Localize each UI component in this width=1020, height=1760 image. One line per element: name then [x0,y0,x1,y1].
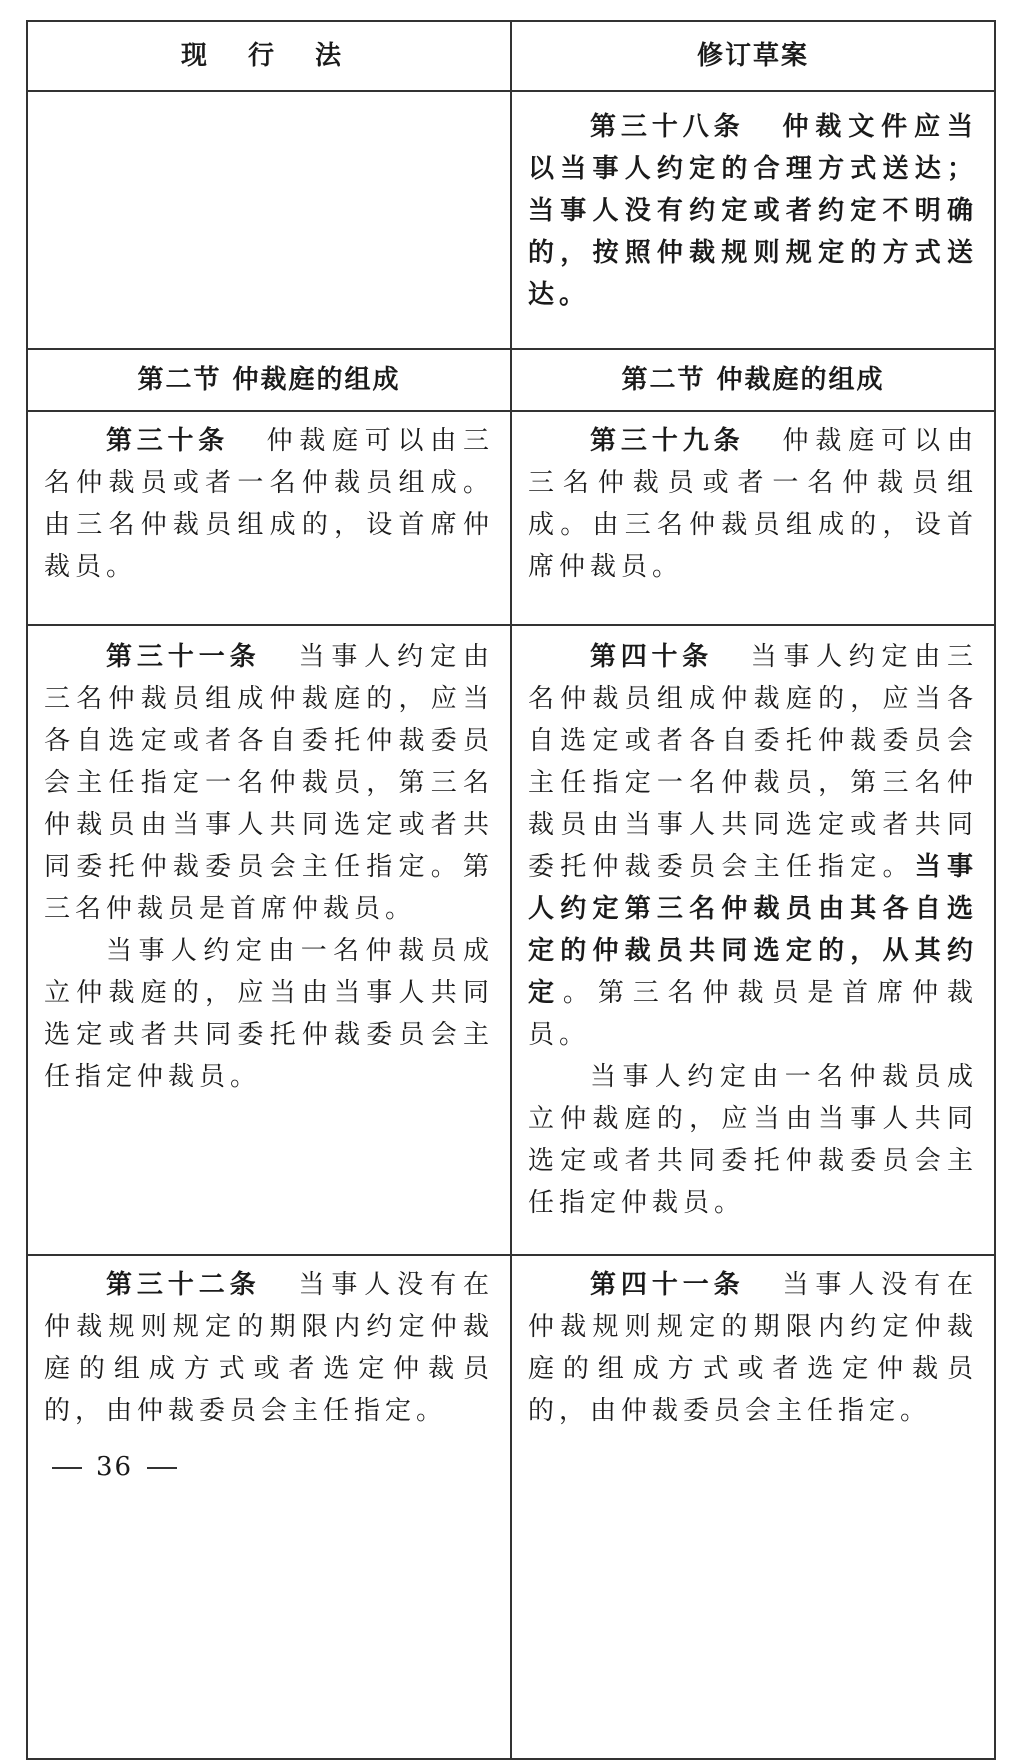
table-row [27,411,995,625]
cell-revised [511,1255,995,1759]
article-number: 第三十九条 [590,426,745,456]
article-paragraph [44,420,494,588]
table-header-row [27,21,995,91]
amended-text: 当事人约定第三名仲裁员由其各自选定的仲裁员共同选定的，从其约定 [528,852,978,1008]
header-revised-draft: 修订草案 [511,21,995,91]
cell-revised [511,411,995,625]
article-number: 第四十条 [590,642,713,672]
cell-current [27,411,511,625]
article-paragraph [528,1264,978,1432]
table-row [27,91,995,349]
header-current-law: 现 行 法 [27,21,511,91]
article-number: 第三十条 [106,426,229,456]
article-number: 第四十一条 [590,1270,745,1300]
table-row [27,625,995,1255]
footer-dash-right [147,1467,177,1469]
article-text: 当事人没有在仲裁规则规定的期限内约定仲裁庭的组成方式或者选定仲裁员的，由仲裁委员会主任指定。 [44,1270,494,1426]
article-paragraph [528,106,978,316]
article-text: 仲裁庭可以由三名仲裁员或者一名仲裁员组成。由三名仲裁员组成的，设首席仲裁员。 [528,426,978,582]
cell-current [27,625,511,1255]
cell-current [27,1255,511,1759]
cell-revised [511,625,995,1255]
section-row [27,349,995,411]
page-number: 36 [96,1452,134,1482]
article-paragraph-2: 当事人约定由一名仲裁员成立仲裁庭的，应当由当事人共同选定或者共同委托仲裁委员会主任指定仲裁员。 [44,936,494,1092]
section-title-revised: 第二节 仲裁庭的组成 [511,349,995,411]
page-footer [38,1452,191,1482]
cell-revised [511,91,995,349]
article-text: 当事人约定由三名仲裁员组成仲裁庭的，应当各自选定或者各自委托仲裁委员会主任指定一名仲裁员，第三名仲裁员由当事人共同选定或者共同委托仲裁委员会主任指定。第三名仲裁员是首席仲裁员。 [44,642,494,924]
cell-current-empty [27,91,511,349]
article-paragraph [44,1264,494,1432]
article-text: 仲裁文件应当以当事人约定的合理方式送达；当事人没有约定或者约定不明确的，按照仲裁规则规定的方式送达。 [528,112,978,310]
article-paragraph [44,636,494,930]
article-text-tail: 。第三名仲裁员是首席仲裁员。 [528,978,978,1050]
article-text: 仲裁庭可以由三名仲裁员或者一名仲裁员组成。由三名仲裁员组成的，设首席仲裁员。 [44,426,494,582]
article-number: 第三十二条 [106,1270,261,1300]
article-number: 第三十八条 [590,112,745,142]
article-paragraph [528,636,978,1056]
article-paragraph-2: 当事人约定由一名仲裁员成立仲裁庭的，应当由当事人共同选定或者共同委托仲裁委员会主任指定仲裁员。 [528,1062,978,1218]
article-paragraph [528,420,978,588]
article-text: 当事人没有在仲裁规则规定的期限内约定仲裁庭的组成方式或者选定仲裁员的，由仲裁委员会主任指定。 [528,1270,978,1426]
comparison-table [26,20,996,1760]
table-row [27,1255,995,1759]
article-text: 当事人约定由三名仲裁员组成仲裁庭的，应当各自选定或者各自委托仲裁委员会主任指定一名仲裁员，第三名仲裁员由当事人共同选定或者共同委托仲裁委员会主任指定。 [528,642,978,882]
article-number: 第三十一条 [106,642,261,672]
section-title-current: 第二节 仲裁庭的组成 [27,349,511,411]
footer-dash-left [52,1467,82,1469]
